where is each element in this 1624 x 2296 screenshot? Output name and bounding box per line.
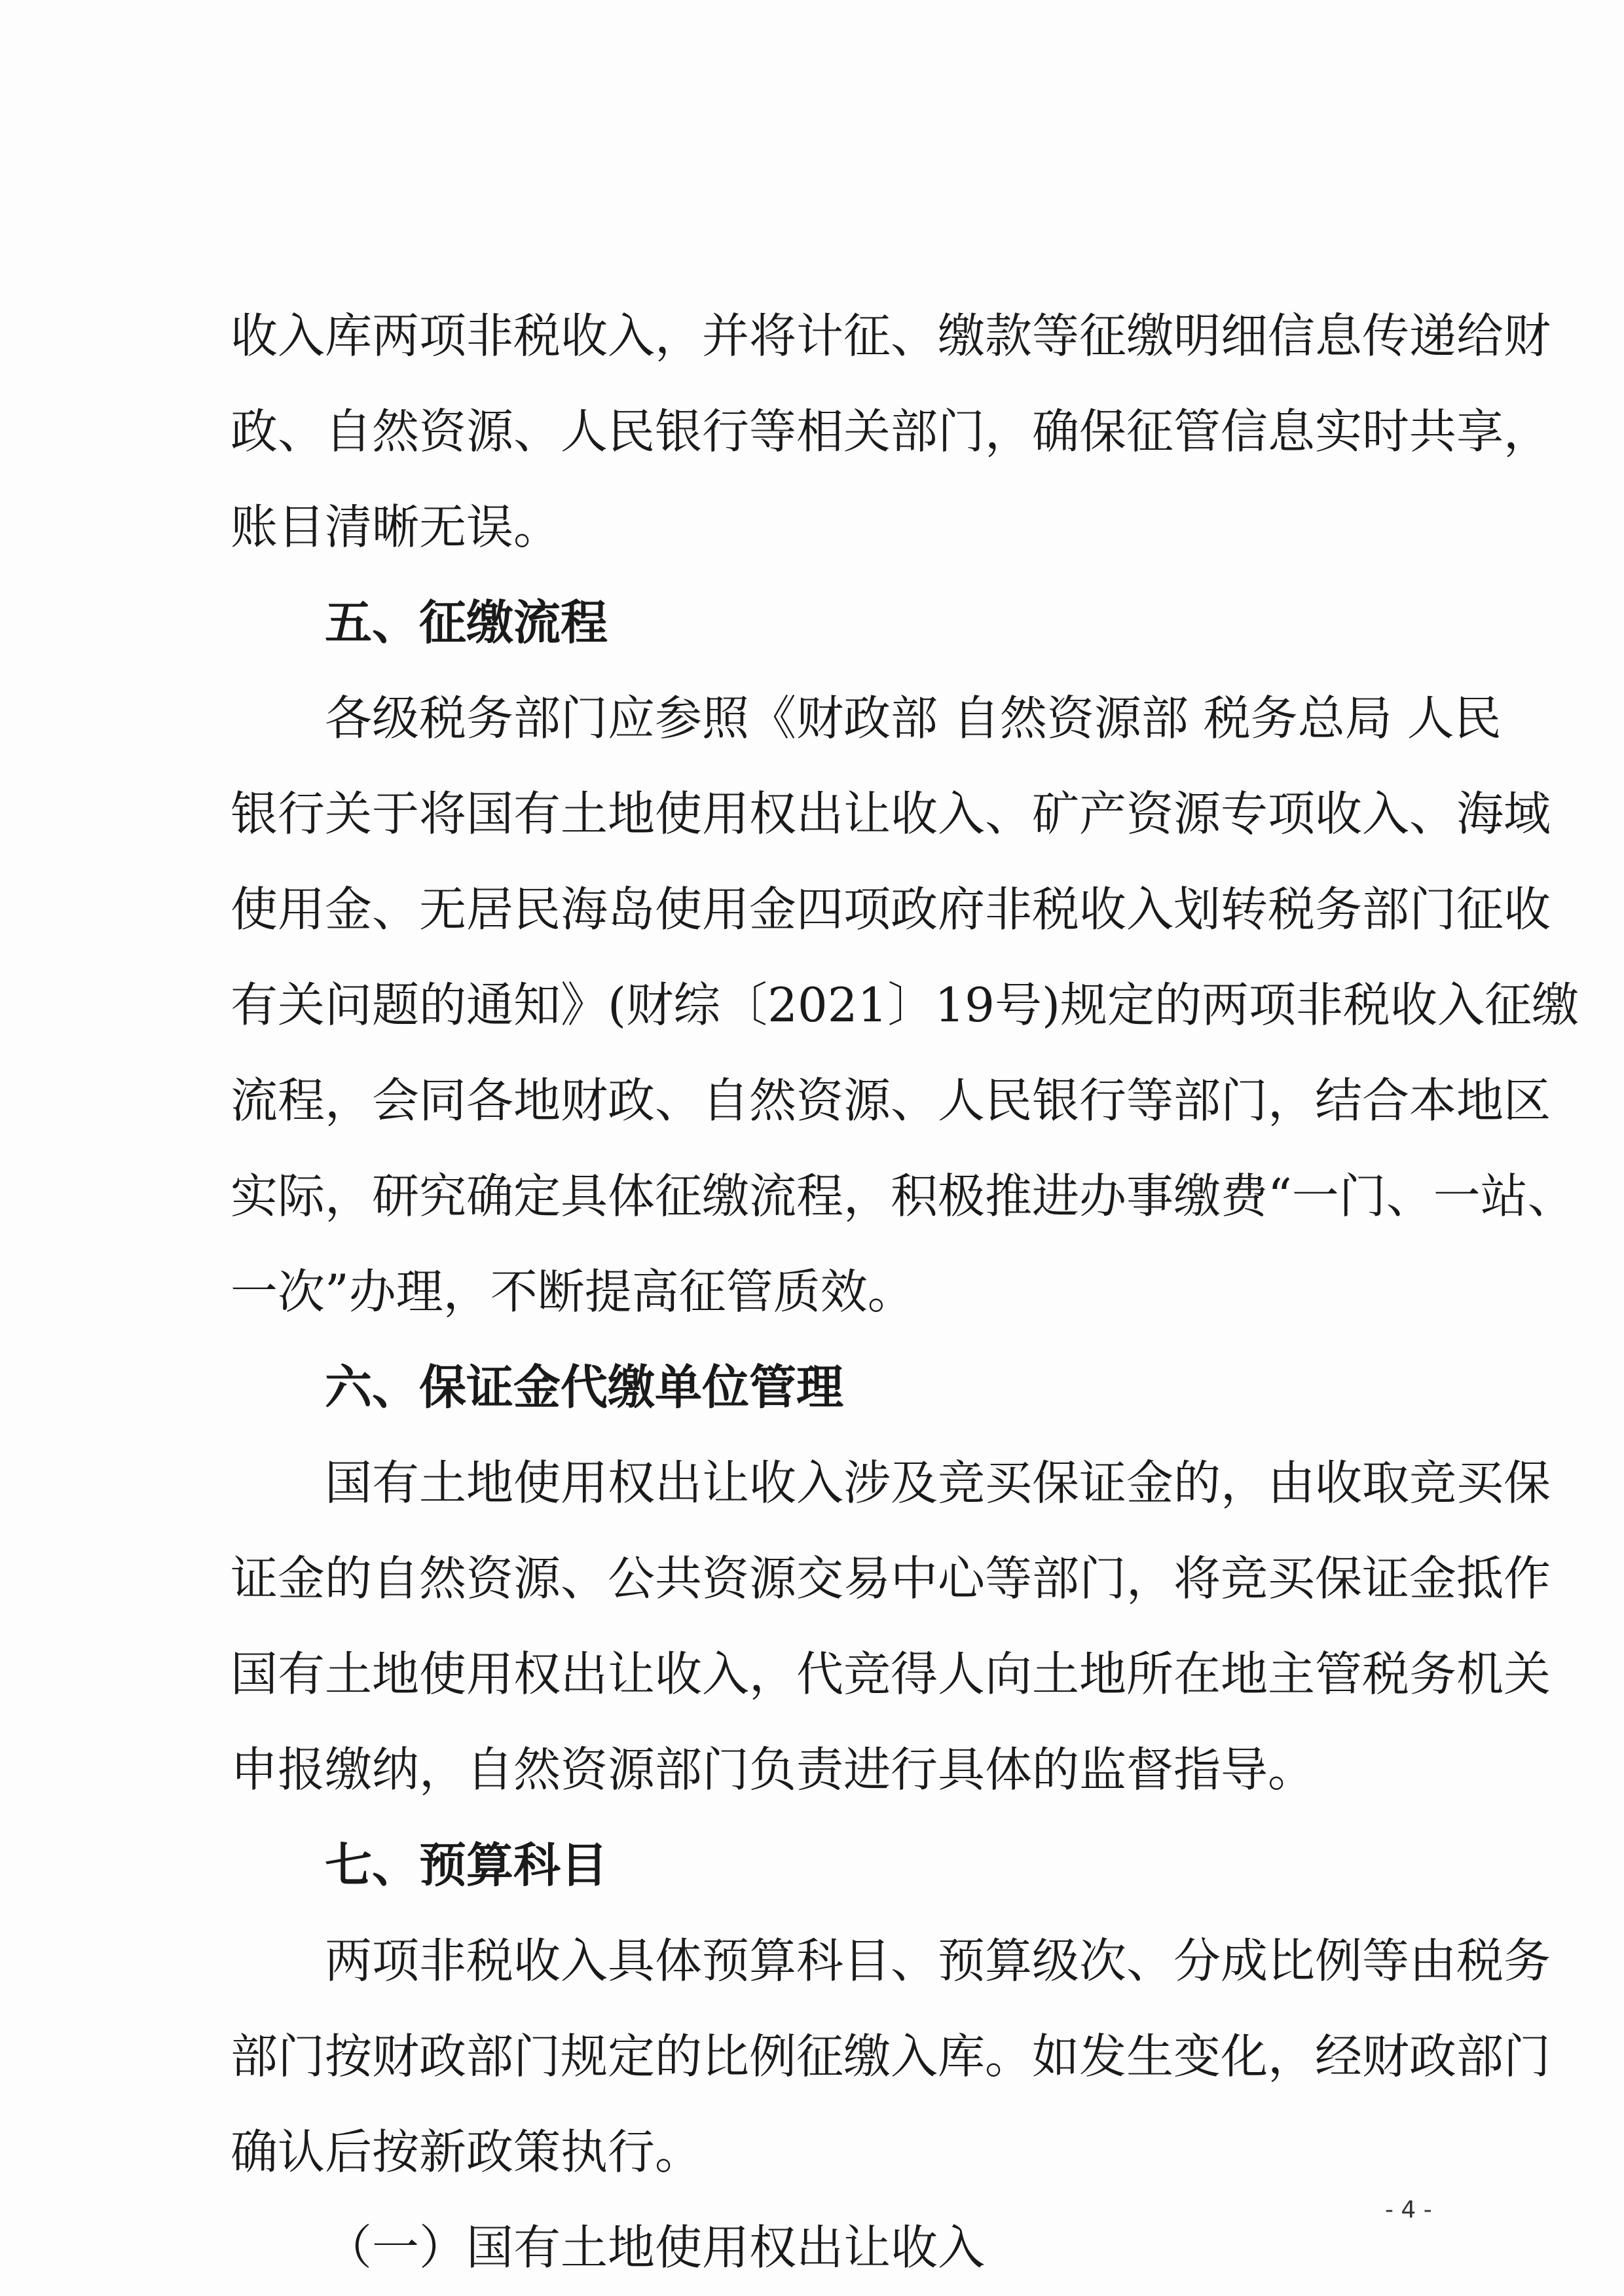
- paragraph-line: 实际，研究确定具体征缴流程，积极推进办事缴费“一门、一站、: [231, 1169, 1575, 1224]
- section-heading-7: 七、预算科目: [325, 1838, 608, 1893]
- paragraph-line: 流程，会同各地财政、自然资源、人民银行等部门，结合本地区: [231, 1073, 1551, 1128]
- paragraph-line: 收入库两项非税收入，并将计征、缴款等征缴明细信息传递给财: [231, 308, 1551, 363]
- paragraph-line: 国有土地使用权出让收入，代竞得人向土地所在地主管税务机关: [231, 1647, 1551, 1702]
- paragraph-line: 银行关于将国有土地使用权出让收入、矿产资源专项收入、海域: [231, 786, 1551, 841]
- page-number: - 4 -: [1385, 2196, 1432, 2223]
- paragraph-line: 部门按财政部门规定的比例征缴入库。如发生变化，经财政部门: [231, 2029, 1551, 2084]
- section-heading-5: 五、征缴流程: [325, 595, 608, 650]
- paragraph-line: 有关问题的通知》(财综〔2021〕19号)规定的两项非税收入征缴: [231, 977, 1579, 1032]
- subsection-heading: （一）国有土地使用权出让收入: [325, 2220, 986, 2275]
- paragraph-line: 确认后按新政策执行。: [231, 2124, 703, 2179]
- paragraph-line: 一次”办理，不断提高征管质效。: [231, 1264, 915, 1319]
- paragraph-line: 两项非税收入具体预算科目、预算级次、分成比例等由税务: [325, 1933, 1551, 1988]
- paragraph-line: 申报缴纳，自然资源部门负责进行具体的监督指导。: [231, 1742, 1316, 1797]
- body-text: [231, 288, 1579, 2295]
- section-heading-6: 六、保证金代缴单位管理: [325, 1360, 844, 1415]
- paragraph-line: 政、自然资源、人民银行等相关部门，确保征管信息实时共享，: [231, 404, 1551, 459]
- paragraph-line: 账目清晰无误。: [231, 500, 561, 555]
- paragraph-line: 各级税务部门应参照《财政部 自然资源部 税务总局 人民: [325, 691, 1502, 746]
- paragraph-line: 国有土地使用权出让收入涉及竞买保证金的，由收取竞买保: [325, 1455, 1551, 1510]
- paragraph-line: 证金的自然资源、公共资源交易中心等部门，将竞买保证金抵作: [231, 1551, 1551, 1606]
- paragraph-line: 使用金、无居民海岛使用金四项政府非税收入划转税务部门征收: [231, 882, 1551, 937]
